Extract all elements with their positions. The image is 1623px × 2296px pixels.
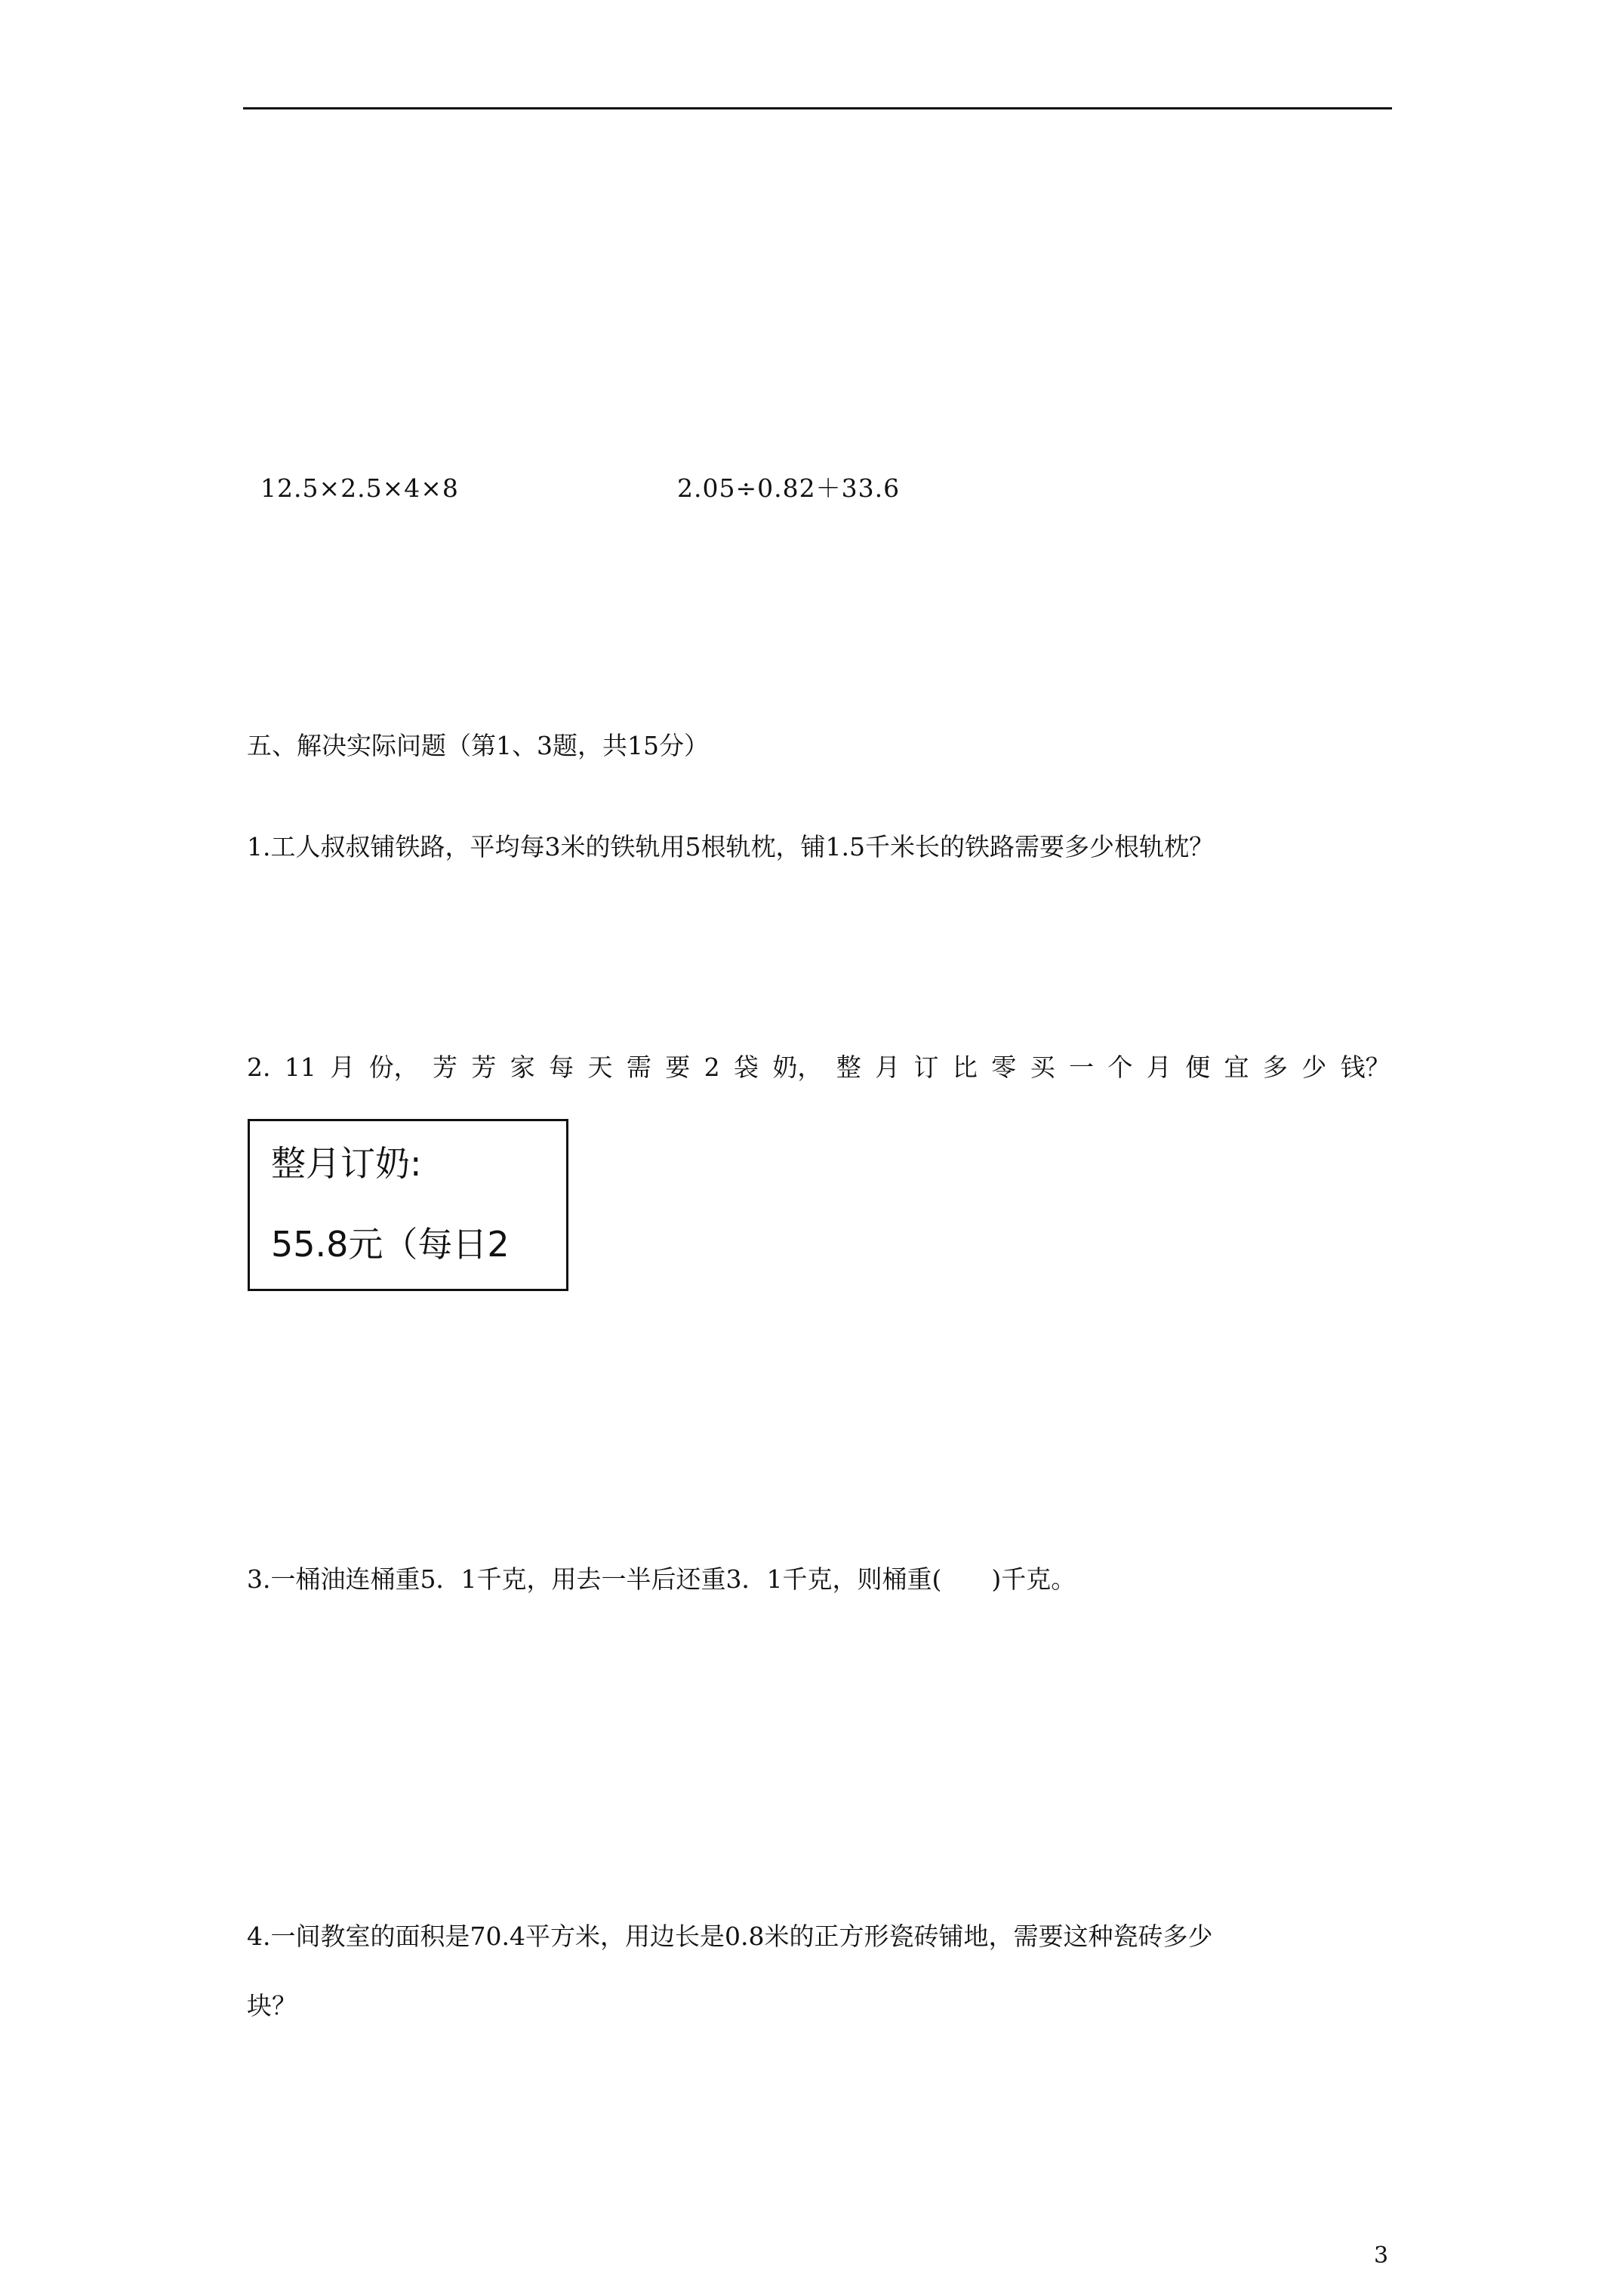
q2-part: 多 bbox=[1262, 1052, 1288, 1082]
q2-part: 芳 bbox=[433, 1052, 457, 1082]
q2-part: 奶， bbox=[772, 1052, 823, 1082]
expression-left: 12.5×2.5×4×8 bbox=[260, 473, 459, 503]
q2-part: 11 bbox=[284, 1052, 316, 1082]
q2-part: 份， bbox=[368, 1052, 419, 1082]
question-2 bbox=[247, 1052, 1390, 1083]
milk-price-box bbox=[248, 1119, 568, 1291]
question-4-line-1: 4.一间教室的面积是70.4平方米，用边长是0.8米的正方形瓷砖铺地，需要这种瓷砖多少 bbox=[247, 1922, 1213, 1951]
q2-part: 一 bbox=[1069, 1052, 1094, 1082]
q2-part: 月 bbox=[330, 1052, 356, 1082]
section-title: 五、解决实际问题（第1、3题，共15分） bbox=[247, 731, 709, 760]
q2-part: 比 bbox=[952, 1052, 978, 1082]
header-rule bbox=[243, 107, 1392, 109]
q2-part: 订 bbox=[913, 1052, 939, 1082]
q2-part: 2 bbox=[704, 1052, 720, 1082]
q2-part: 2. bbox=[247, 1052, 271, 1082]
question-4-line-2: 块？ bbox=[247, 1991, 297, 2020]
milk-box-line-2: 55.8元（每日2 bbox=[271, 1224, 510, 1265]
page-number: 3 bbox=[1374, 2242, 1389, 2269]
q2-part: 袋 bbox=[734, 1052, 759, 1082]
question-3: 3.一桶油连桶重5．1千克，用去一半后还重3．1千克，则桶重( )千克。 bbox=[247, 1564, 1076, 1594]
q2-part: 个 bbox=[1107, 1052, 1133, 1082]
q2-part: 天 bbox=[587, 1052, 613, 1082]
q2-part: 便 bbox=[1185, 1052, 1211, 1082]
expression-right: 2.05÷0.82＋33.6 bbox=[677, 473, 901, 503]
q2-part: 钱？ bbox=[1340, 1052, 1390, 1082]
q2-part: 家 bbox=[510, 1052, 535, 1082]
q2-part: 少 bbox=[1301, 1052, 1327, 1082]
question-1: 1.工人叔叔铺铁路，平均每3米的铁轨用5根轨枕，铺1.5千米长的铁路需要多少根轨枕？ bbox=[247, 832, 1214, 861]
q2-part: 要 bbox=[665, 1052, 691, 1082]
q2-part: 需 bbox=[626, 1052, 651, 1082]
q2-part: 月 bbox=[1146, 1052, 1172, 1082]
q2-part: 月 bbox=[875, 1052, 901, 1082]
q2-part: 宜 bbox=[1224, 1052, 1249, 1082]
q2-part: 零 bbox=[991, 1052, 1017, 1082]
q2-part: 买 bbox=[1030, 1052, 1055, 1082]
q2-part: 芳 bbox=[471, 1052, 497, 1082]
milk-box-line-1: 整月订奶: bbox=[271, 1143, 422, 1184]
q2-part: 整 bbox=[836, 1052, 861, 1082]
q2-part: 每 bbox=[549, 1052, 574, 1082]
